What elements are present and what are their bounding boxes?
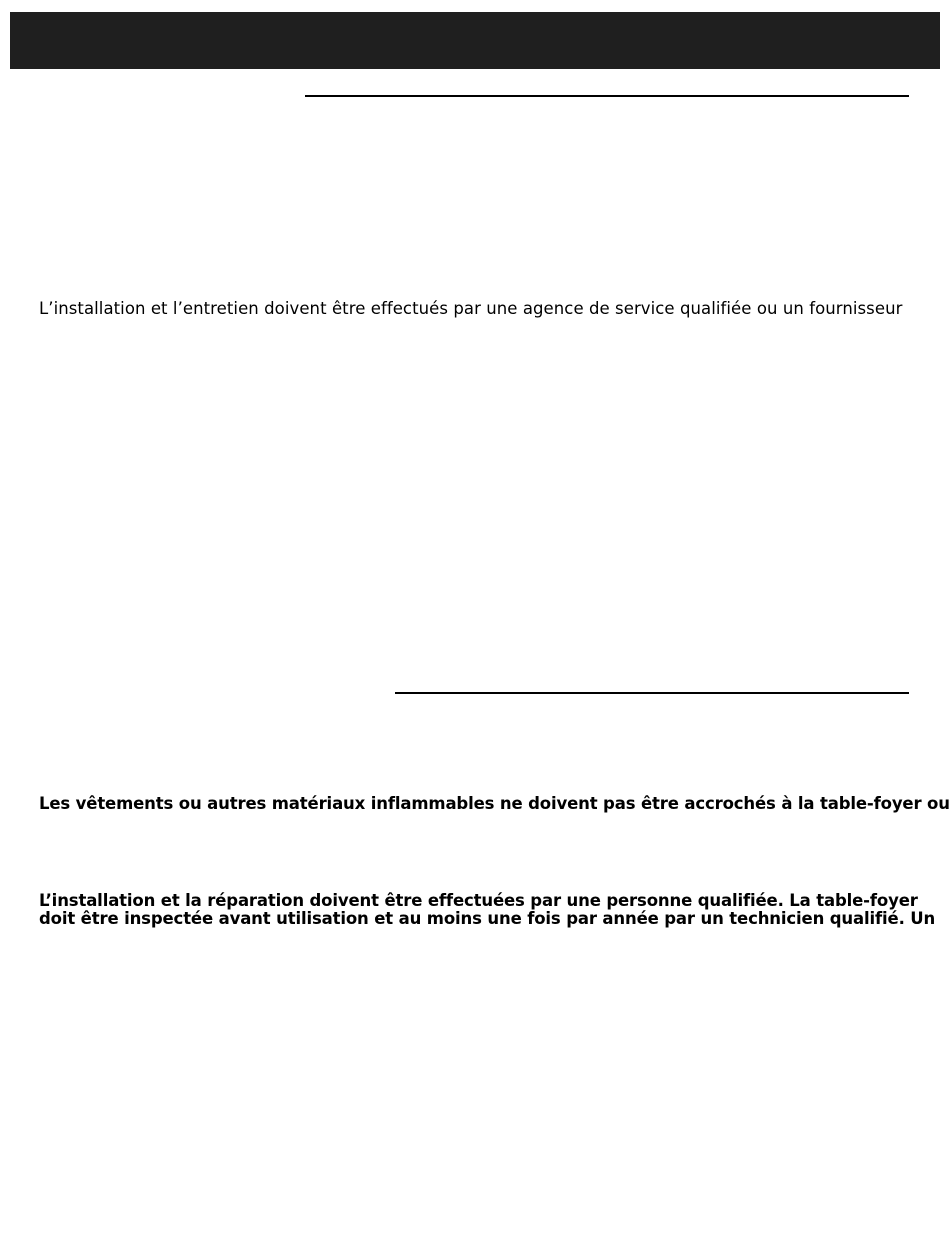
header-bar (10, 12, 940, 69)
installation-repair-warning-line-1: L’installation et la réparation doivent être effectuées par une personne qualifiée. La table-foyer (39, 891, 918, 910)
section-2-divider (395, 692, 909, 694)
installation-maintenance-paragraph: L’installation et l’entretien doivent être effectués par une agence de service qualifiée ou un fournisseur (39, 299, 903, 318)
installation-repair-warning-line-2: doit être inspectée avant utilisation et au moins une fois par année par un technicien qualifié. Un (39, 909, 936, 928)
flammable-materials-warning: Les vêtements ou autres matériaux inflammables ne doivent pas être accrochés à la table-foyer ou (39, 794, 950, 813)
section-1-divider (305, 95, 909, 97)
